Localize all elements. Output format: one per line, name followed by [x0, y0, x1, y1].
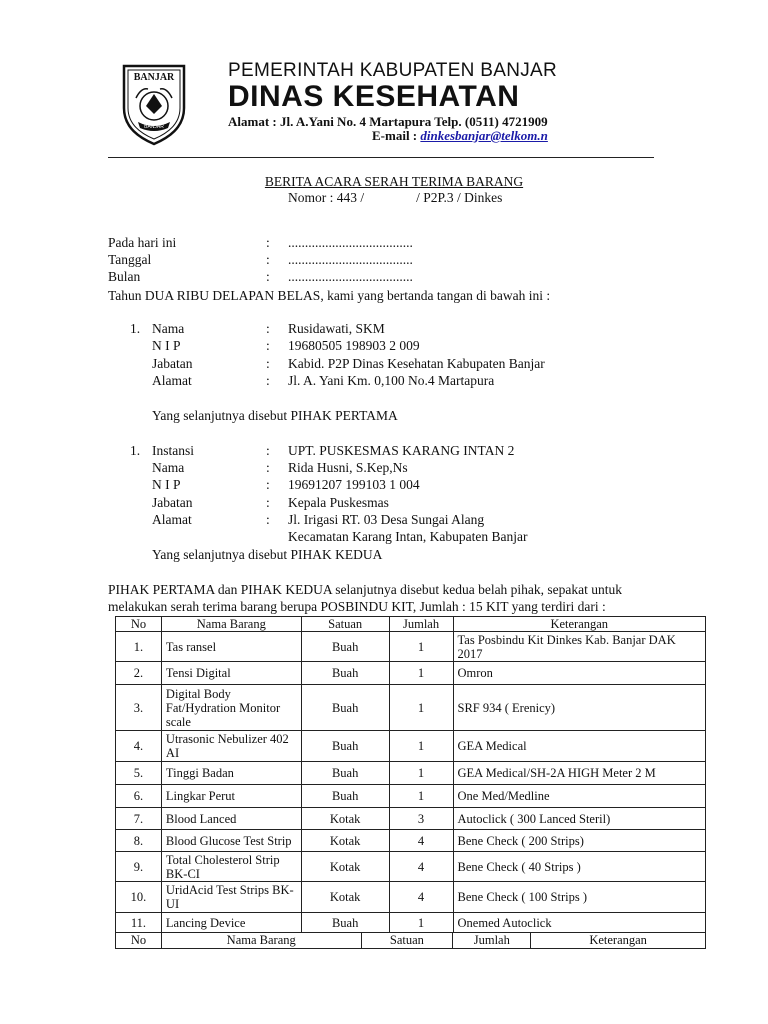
items-table-continuation-header — [115, 932, 706, 949]
field-value: Kabid. P2P Dinas Kesehatan Kabupaten Banjar — [288, 356, 545, 371]
party2-number: 1. — [130, 443, 141, 458]
header-unit: Satuan — [301, 617, 389, 632]
field-value: ..................................... — [288, 235, 413, 250]
header-unit: Satuan — [361, 933, 453, 949]
table-row — [116, 808, 706, 830]
logo-text: BANJAR — [133, 72, 175, 83]
agreement-line-2: melakukan serah terima barang berupa POSBINDU KIT, Jumlah : 15 KIT yang terdiri dari : — [108, 599, 606, 614]
table-row — [116, 632, 706, 662]
party1-number: 1. — [130, 321, 141, 336]
cell-no: 6. — [116, 785, 162, 808]
cell-notes: Bene Check ( 100 Strips ) — [453, 882, 705, 913]
cell-unit: Buah — [301, 731, 389, 762]
cell-quantity: 4 — [389, 830, 453, 852]
cell-unit: Kotak — [301, 852, 389, 882]
cell-notes: Omron — [453, 662, 705, 685]
field-value: 19680505 198903 2 009 — [288, 338, 420, 353]
field-colon: : — [266, 269, 270, 284]
table-row — [116, 852, 706, 882]
cell-notes: Onemed Autoclick — [453, 913, 705, 933]
cell-no: 5. — [116, 762, 162, 785]
number-prefix: Nomor : 443 / — [288, 190, 365, 205]
field-colon: : — [266, 512, 270, 527]
cell-item-name: UridAcid Test Strips BK-UI — [161, 882, 301, 913]
cell-unit: Kotak — [301, 808, 389, 830]
field-label: Alamat — [152, 373, 192, 388]
document-title: BERITA ACARA SERAH TERIMA BARANG — [264, 174, 524, 189]
items-table — [115, 616, 706, 933]
cell-no: 7. — [116, 808, 162, 830]
cell-no: 10. — [116, 882, 162, 913]
government-name: PEMERINTAH KABUPATEN BANJAR — [228, 60, 558, 81]
cell-quantity: 1 — [389, 762, 453, 785]
field-colon: : — [266, 373, 270, 388]
email-link[interactable]: dinkesbanjar@telkom.n — [420, 128, 548, 143]
cell-notes: Bene Check ( 200 Strips) — [453, 830, 705, 852]
header-no: No — [116, 617, 162, 632]
cell-item-name: Tensi Digital — [161, 662, 301, 685]
cell-quantity: 1 — [389, 913, 453, 933]
cell-notes: Tas Posbindu Kit Dinkes Kab. Banjar DAK 2017 — [453, 632, 705, 662]
agreement-line-1: PIHAK PERTAMA dan PIHAK KEDUA selanjutnya disebut kedua belah pihak, sepakat untuk — [108, 582, 623, 597]
cell-item-name: Digital Body Fat/Hydration Monitor scale — [161, 685, 301, 731]
field-label: N I P — [152, 338, 181, 353]
cell-no: 9. — [116, 852, 162, 882]
table-row — [116, 685, 706, 731]
table-row — [116, 785, 706, 808]
header-item-name: Nama Barang — [161, 933, 361, 949]
office-address: Alamat : Jl. A.Yani No. 4 Martapura Telp. (0511) 4721909 — [228, 114, 548, 129]
field-label: Instansi — [152, 443, 194, 458]
cell-item-name: Tinggi Badan — [161, 762, 301, 785]
cell-quantity: 4 — [389, 882, 453, 913]
field-value: ..................................... — [288, 252, 413, 267]
field-colon: : — [266, 235, 270, 250]
header-divider — [108, 157, 654, 158]
table-header-row — [116, 933, 706, 949]
cell-quantity: 1 — [389, 662, 453, 685]
header-item-name: Nama Barang — [161, 617, 301, 632]
document-number — [288, 190, 502, 206]
cell-no: 8. — [116, 830, 162, 852]
field-colon: : — [266, 252, 270, 267]
cell-quantity: 1 — [389, 632, 453, 662]
field-label: Bulan — [108, 269, 141, 284]
cell-quantity: 3 — [389, 808, 453, 830]
cell-no: 11. — [116, 913, 162, 933]
cell-notes: Bene Check ( 40 Strips ) — [453, 852, 705, 882]
cell-no: 3. — [116, 685, 162, 731]
field-label: N I P — [152, 477, 181, 492]
cell-unit: Buah — [301, 762, 389, 785]
office-name: DINAS KESEHATAN — [228, 80, 520, 113]
header-notes: Keterangan — [453, 617, 705, 632]
cell-unit: Kotak — [301, 830, 389, 852]
field-label: Pada hari ini — [108, 235, 177, 250]
field-colon: : — [266, 321, 270, 336]
number-suffix: / P2P.3 / Dinkes — [416, 190, 503, 205]
banjar-regency-emblem-icon — [118, 62, 190, 146]
cell-no: 4. — [116, 731, 162, 762]
field-label: Tanggal — [108, 252, 152, 267]
email-label: E-mail : — [372, 128, 421, 143]
party2-designation: Yang selanjutnya disebut PIHAK KEDUA — [152, 547, 383, 562]
cell-quantity: 1 — [389, 731, 453, 762]
field-colon: : — [266, 495, 270, 510]
header-quantity: Jumlah — [389, 617, 453, 632]
cell-unit: Buah — [301, 913, 389, 933]
field-value: Rusidawati, SKM — [288, 321, 385, 336]
cell-item-name: Total Cholesterol Strip BK-CI — [161, 852, 301, 882]
table-row — [116, 830, 706, 852]
cell-item-name: Utrasonic Nebulizer 402 AI — [161, 731, 301, 762]
field-value: Rida Husni, S.Kep,Ns — [288, 460, 408, 475]
cell-quantity: 4 — [389, 852, 453, 882]
field-value: Kepala Puskesmas — [288, 495, 389, 510]
cell-unit: Buah — [301, 632, 389, 662]
field-label: Nama — [152, 321, 185, 336]
field-colon: : — [266, 460, 270, 475]
intro-text: Tahun DUA RIBU DELAPAN BELAS, kami yang bertanda tangan di bawah ini : — [108, 288, 551, 303]
cell-notes: GEA Medical/SH-2A HIGH Meter 2 M — [453, 762, 705, 785]
cell-item-name: Blood Lanced — [161, 808, 301, 830]
field-colon: : — [266, 338, 270, 353]
table-row — [116, 731, 706, 762]
logo-banner: BANJAR — [144, 124, 164, 130]
cell-quantity: 1 — [389, 785, 453, 808]
cell-unit: Buah — [301, 685, 389, 731]
field-label: Jabatan — [152, 356, 193, 371]
field-colon: : — [266, 477, 270, 492]
cell-notes: GEA Medical — [453, 731, 705, 762]
header-notes: Keterangan — [531, 933, 706, 949]
field-label: Jabatan — [152, 495, 193, 510]
field-value: UPT. PUSKESMAS KARANG INTAN 2 — [288, 443, 515, 458]
table-row — [116, 762, 706, 785]
office-email-line — [372, 128, 548, 144]
cell-no: 1. — [116, 632, 162, 662]
table-row — [116, 882, 706, 913]
field-value: Jl. Irigasi RT. 03 Desa Sungai Alang — [288, 512, 485, 527]
field-value: Jl. A. Yani Km. 0,100 No.4 Martapura — [288, 373, 495, 388]
cell-notes: Autoclick ( 300 Lanced Steril) — [453, 808, 705, 830]
cell-item-name: Lancing Device — [161, 913, 301, 933]
cell-notes: One Med/Medline — [453, 785, 705, 808]
party2-address-line2: Kecamatan Karang Intan, Kabupaten Banjar — [288, 529, 528, 544]
cell-quantity: 1 — [389, 685, 453, 731]
cell-no: 2. — [116, 662, 162, 685]
field-label: Nama — [152, 460, 185, 475]
cell-unit: Kotak — [301, 882, 389, 913]
cell-item-name: Lingkar Perut — [161, 785, 301, 808]
field-label: Alamat — [152, 512, 192, 527]
field-colon: : — [266, 356, 270, 371]
document-title-wrap — [0, 174, 768, 190]
party1-designation: Yang selanjutnya disebut PIHAK PERTAMA — [152, 408, 398, 423]
field-value: ..................................... — [288, 269, 413, 284]
header-no: No — [116, 933, 162, 949]
cell-unit: Buah — [301, 662, 389, 685]
table-row — [116, 913, 706, 933]
cell-item-name: Tas ransel — [161, 632, 301, 662]
cell-notes: SRF 934 ( Erenicy) — [453, 685, 705, 731]
cell-item-name: Blood Glucose Test Strip — [161, 830, 301, 852]
field-colon: : — [266, 443, 270, 458]
header-quantity: Jumlah — [453, 933, 531, 949]
table-row — [116, 662, 706, 685]
cell-unit: Buah — [301, 785, 389, 808]
table-header-row — [116, 617, 706, 632]
field-value: 19691207 199103 1 004 — [288, 477, 420, 492]
